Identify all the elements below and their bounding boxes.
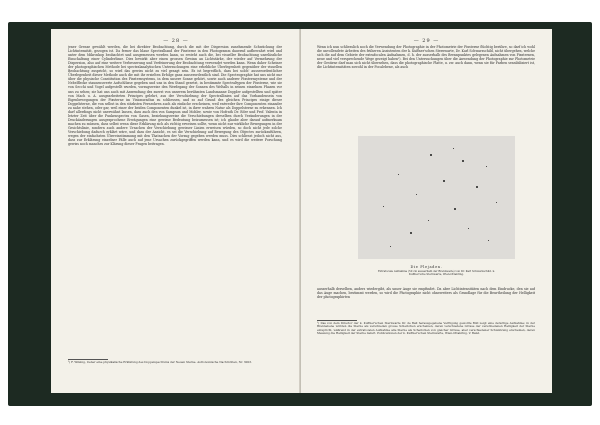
right-body-top: Wenn ich nun schliesslich noch die Verwendung der Photographie in der Photometrie der Fixsterne flüchtig berühre, so darf ich wohl die unvollendete Arbeiten des früheren Assistenten der k. Kuffner'schen Sternwarte, Dr. Karl Schwarzschild, nicht übergehen, welche sich die auf dem Gebiete der extrafocalen Aufnahmen, d. h. der ausserhalb des Brennpunktes gelegenen Aufnahmen von Fixsternen, neue und viel versprechende Wege gezeigt haben¹). Bei den Untersuchungen über die Anwendung der Photographie zur Photometrie der Gestirne darf man sich nicht übersehen, dass die photographische Platte, u. zw. auch dann, wenn sie für Farben sensibilisiert ist, die Lichtintensitäten sowohl in der Focalebene, als auch	[317, 45, 535, 70]
star-dot	[428, 220, 429, 221]
star-dot	[476, 186, 478, 188]
right-page	[301, 29, 552, 393]
plate-caption: Extrafocale Aufnahme (50 cm ausserhalb der Brennweite) von Dr. Karl Schwarzschild. k. Kuffner'sche Sternwarte, Wien-Ottakring.	[377, 270, 496, 277]
right-footnote: ¹) Das von dem Director der k. Kuffner'schen Sternwarte Dr. de Ball herausgegebene Verfügung gewollte Bild zeigt eine derartige Aufnahme; in der Brennebene würden die Sterne als verschieden grosse Scheibchen erscheinen, deren verschiedene Grösse der verschiedenen Helligkeit der Sterne entspricht, während in der extrafocalen Aufnahme alle Sterne als Scheibchen von gleicher Grösse, aber verschiedener Schwärzung erscheinen, deren Messung die Helligkeit der Sterne liefert. Publicationen der k. Kuffner'schen Sternwarte, Wien-Ottakring, V. Band.	[317, 321, 535, 336]
star-dot	[453, 148, 454, 149]
left-footnote: ¹) F. Wilsing, Ueber eine physikalische Erklärung des Doppelspectrums der Neuen Sterne. Astronomische Nachrichten, Nr. 3003.	[68, 360, 252, 364]
star-dot	[390, 246, 391, 247]
star-dot	[462, 160, 464, 162]
star-dot	[443, 180, 445, 182]
plate-title: Die Plejaden.	[410, 265, 443, 269]
pleiades-photograph	[358, 136, 515, 259]
left-page-number: — 28 —	[163, 38, 189, 44]
star-dot	[398, 174, 399, 175]
left-paragraph: jener Grenze gewählt werden, die bei direkter Beobachtung, durch die mit der Dispersion zunehmende Schwächung der Lichtintensität, gezogen ist. Da ferner das blaue Spectralband der Fixsterne in den Photogramm dauernd aufbewahrt wird und unter dem Mikroskop beobachtet und ausgemessen werden kann, so ersteht auch die, bei visueller Beobachtung unerlässliche Einschaltung einer Cylinderlinse. Dies bewirkt aber einen grossen Gewinn an Lichtstärke, der wieder auf Vermehrung der Dispersion, also auf eine weitere Verbesserung und Verfeinerung der Beobachtung verwendet werden kann. Wenn daher Scheiner der photographischen Methode bei spectralanalytischen Untersuchungen eine erhebliche Überlegenheit gegenüber der visuellen Beobachtung zuspricht, so wird das gewiss nicht zu viel gesagt sein. Es ist begreiflich, dass bei solch' ausserordentlicher Überlegenheit dieser Methode auch die mit ihr erzielten Erfolge ganz ausserordentlich sind. Die Spectrographie hat uns nicht nur über die physische Constitution des Fixsternsystems, in dem unsere Sonne gehört, sowie auch anderer Fixsternsysteme und der Nebelflecke staunenswerte Aufschlüsse gegeben und uns in den Stand gesetzt, in bestimmte Spectraltypen der Fixsterne, wie sie von Secchi und Vogel aufgestellt wurden, vorzugsweise den Werdegang der Sonnen des Weltalls in seinen einzelnen Phasen vor uns zu sehen; sie hat uns auch mit Anwendung des zuerst von unserem berühmten Landsmanne Doppler aufgestellten und später von Mach u. A. ausgearbeiteten Principes gelehrt, aus der Verschiebung der Spectrallinien auf das Vorhandensein von Eigenbewegungen der Fixsterne im Visionsradius zu schliessen, und so auf Grund des gleichen Principes einige dieser Doppelsterne, die von selbst in den stärksten Fernrohren auch als einfache erscheinen, weil entweder ihre Componenten einander zu nahe stehen, oder gar, weil einer der beiden Componenten dunkel ist, in ihrer wahren Natur als Doppelsterne zu erkennen. Ich darf allerdings nicht unerwähnt lassen, dass auch den von Sampson und Mohler, sowie von Hofrath Dr. Eder und Prof. Valenta in letzter Zeit über die Funkenspectra von Gasen, beziehungsweise die Verschiebungen derselben durch Veränderungen in der Druckänderungen ausgesprochene Erwägungen eine gewisse Bedeutung beizumessen ist; ich glaube aber darauf aufmerksam machen zu müssen, dass selbst wenn diese Erklärung sich als richtig erweisen sollte, wenn nicht nur wirkliche Bewegungen in der Gesichtslinie, sondern auch andere Ursachen der Verschiebung gewisser Linien erweisen würden, so doch nicht jede solche Verschiebung dadurch erklärt wäre, und dass der Ansicht, es sei die Verschiebung auf Bewegung des Objectes zurückzuführen, wegen der einfachsten Übereinstimmung mit den Thatsachen der Vorzug gegeben werden muss. Dies schliesst jedoch nicht aus, dass zur Erklärung einzelner Fälle auch auf jene Ursachen zurückgegriffen werden kann, und es wird die weitere Forschung gewiss noch manches zur Klärung dieser Fragen beitragen.	[68, 45, 282, 147]
star-dot	[496, 202, 497, 203]
left-page	[51, 29, 301, 393]
star-dot	[488, 240, 489, 241]
left-body-text	[68, 45, 282, 358]
star-dot	[430, 154, 432, 156]
star-dot	[454, 208, 456, 210]
right-page-number: — 29 —	[413, 38, 440, 44]
star-dot	[486, 166, 487, 167]
right-body-bottom: ausserhalb derselben, anders wiedergibt, als unser Auge sie empfindet. Da aber Lichtintensitäten nach dem Eindrucke, den sie auf das Auge machen, bestimmt werden, so wird die Photographie nicht ohneweiters als Grundlage für die Beurtheilung der Helligkeit der photographirten	[317, 287, 535, 300]
star-dot	[416, 194, 417, 195]
star-dot	[410, 232, 412, 234]
star-dot	[383, 206, 384, 207]
star-dot	[468, 228, 469, 229]
